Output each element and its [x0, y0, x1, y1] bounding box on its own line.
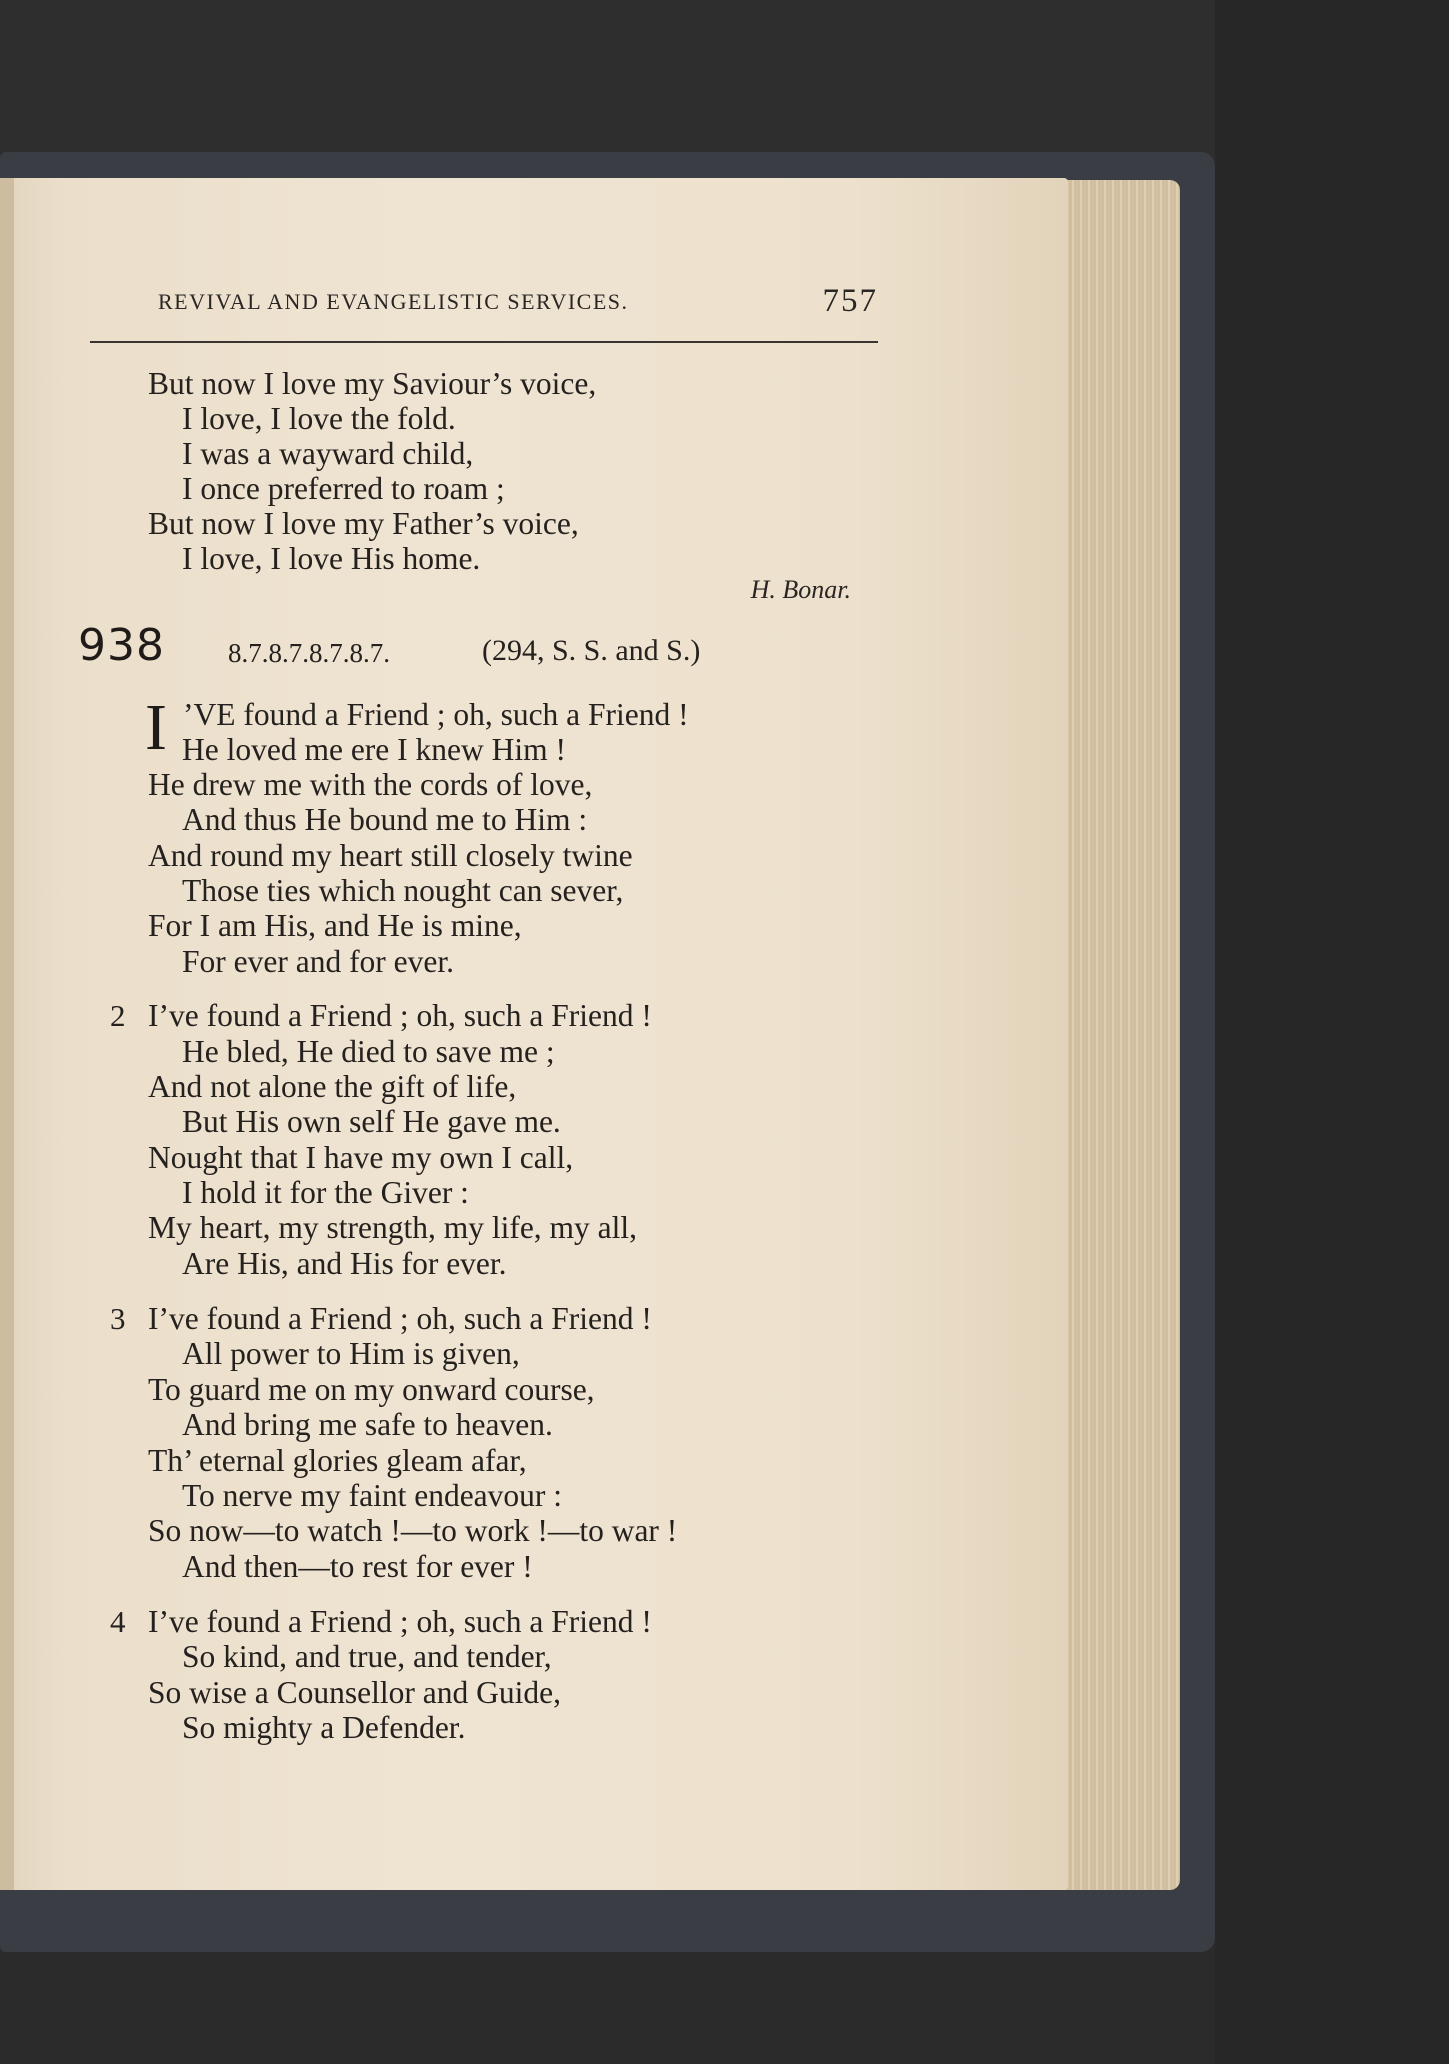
verse-number: 2	[110, 998, 126, 1033]
hymn-line: And not alone the gift of life,	[148, 1069, 517, 1104]
hymn-line: To guard me on my onward course,	[148, 1372, 595, 1407]
hymn-line: I love, I love His home.	[182, 541, 481, 576]
tune-reference: (294, S. S. and S.)	[482, 634, 701, 667]
page-number: 757	[822, 283, 878, 319]
hymn-line: I’ve found a Friend ; oh, such a Friend !	[148, 1301, 652, 1336]
hymn-line: But now I love my Saviour’s voice,	[148, 366, 597, 401]
page-edges	[1060, 180, 1180, 1890]
hymn-line: I hold it for the Giver :	[182, 1175, 469, 1210]
hymn-line: And bring me safe to heaven.	[182, 1407, 553, 1442]
hymn-line: I was a wayward child,	[182, 436, 474, 471]
hymn-line: He loved me ere I knew Him !	[182, 732, 566, 767]
hymn-line: For I am His, and He is mine,	[148, 908, 522, 943]
hymn-number: 938	[78, 620, 165, 671]
verse-number: 3	[110, 1301, 126, 1336]
hymn-line: ’VE found a Friend ; oh, such a Friend !	[183, 697, 689, 732]
hymn-line: I love, I love the fold.	[182, 401, 456, 436]
hymn-line: Th’ eternal glories gleam afar,	[148, 1443, 527, 1478]
hymn-meter: 8.7.8.7.8.7.8.7.	[228, 638, 390, 668]
hymn-line: For ever and for ever.	[182, 944, 455, 979]
hymn-line: Are His, and His for ever.	[182, 1246, 507, 1281]
hymn-line: So wise a Counsellor and Guide,	[148, 1675, 561, 1710]
hymn-line: And then—to rest for ever !	[182, 1549, 533, 1584]
hymn-line: And round my heart still closely twine	[148, 838, 633, 873]
hymn-line: So mighty a Defender.	[182, 1710, 466, 1745]
hymn-line: Those ties which nought can sever,	[182, 873, 624, 908]
hymn-line: I’ve found a Friend ; oh, such a Friend !	[148, 998, 652, 1033]
hymn-line: He bled, He died to save me ;	[182, 1034, 555, 1069]
running-title: REVIVAL AND EVANGELISTIC SERVICES.	[158, 289, 629, 314]
hymn-line: My heart, my strength, my life, my all,	[148, 1210, 638, 1245]
page-gutter	[0, 178, 14, 1890]
hymn-line: Nought that I have my own I call,	[148, 1140, 574, 1175]
hymn-line: But His own self He gave me.	[182, 1104, 561, 1139]
hymn-line: To nerve my faint endeavour :	[182, 1478, 563, 1513]
author-attribution: H. Bonar.	[750, 575, 851, 604]
hymn-line: So now—to watch !—to work !—to war !	[148, 1513, 678, 1548]
verse-number: 4	[110, 1604, 126, 1639]
hymn-line: So kind, and true, and tender,	[182, 1639, 552, 1674]
header-rule	[90, 341, 878, 343]
running-head	[158, 283, 878, 327]
hymn-line: He drew me with the cords of love,	[148, 767, 593, 802]
background-right	[1215, 0, 1449, 2064]
hymn-line: I’ve found a Friend ; oh, such a Friend !	[148, 1604, 652, 1639]
hymn-line: All power to Him is given,	[182, 1336, 520, 1371]
hymn-line: But now I love my Father’s voice,	[148, 506, 579, 541]
hymn-line: And thus He bound me to Him :	[182, 802, 588, 837]
drop-cap: I	[145, 691, 167, 764]
hymn-line: I once preferred to roam ;	[182, 471, 505, 506]
